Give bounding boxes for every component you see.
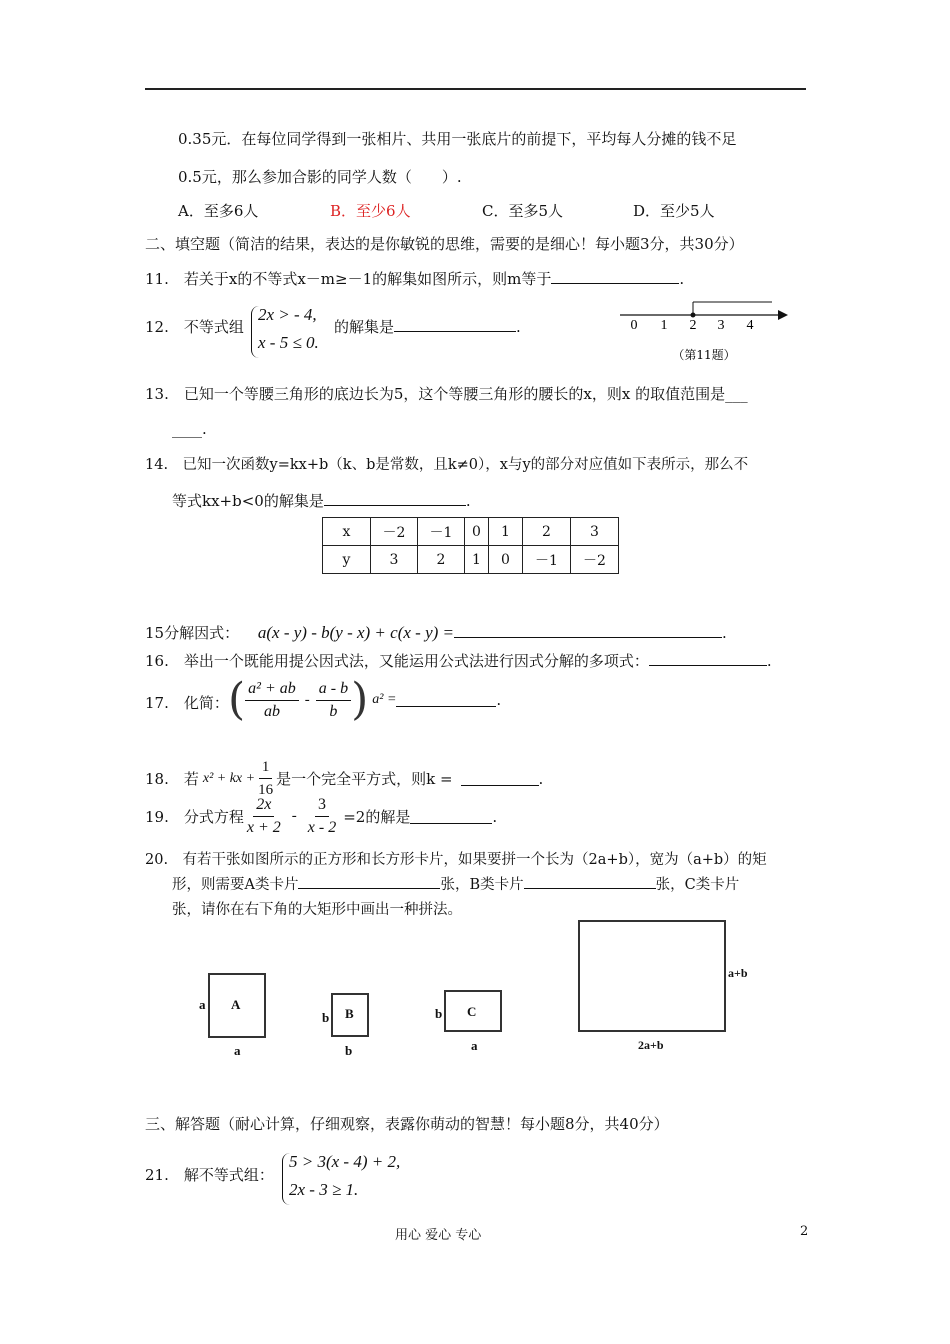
q18 — [145, 758, 543, 799]
minus-sign: - — [304, 691, 310, 708]
q18-expression: x² + kx + — [202, 770, 256, 786]
footer-motto: 用心 爱心 专心 — [395, 1228, 482, 1243]
q12-prefix: 12. 不等式组 — [145, 318, 244, 336]
card-b-label: B — [345, 1006, 354, 1021]
q14-line1: 14. 已知一次函数y=kx+b（k、b是常数，且k≠0），x与y的部分对应值如下表所示，那么不 — [145, 457, 749, 473]
q15-expression: a(x - y) - b(y - x) + c(x - y) = — [257, 623, 454, 642]
q17-fraction-2: $\frac{a - b}{b}$ — [316, 680, 351, 721]
table-cell: －2 — [371, 518, 418, 546]
q11 — [145, 268, 684, 289]
q16 — [145, 650, 772, 671]
q18-mid: 是一个完全平方式，则k = — [276, 770, 453, 788]
table-cell: 3 — [371, 546, 418, 574]
q17-tail: a² = — [372, 692, 397, 707]
q20-blank-b[interactable] — [524, 875, 656, 889]
q18-end: . — [538, 769, 544, 788]
q12-tail — [334, 316, 521, 337]
q17-end: . — [496, 691, 502, 709]
q14-text: 等式kx+b<0的解集是 — [172, 492, 324, 510]
q19-blank[interactable] — [410, 810, 492, 824]
q12-end: . — [516, 318, 521, 336]
q16-end: . — [766, 652, 772, 670]
q10-line1: 0.35元．在每位同学得到一张相片、共用一张底片的前提下，平均每人分摊的钱不足 — [178, 130, 737, 148]
q16-text: 16. 举出一个既能用提公因式法，又能运用公式法进行因式分解的多项式： — [145, 652, 649, 670]
q14-value-table — [322, 517, 619, 574]
q15-blank[interactable] — [454, 624, 722, 638]
card-c-label: C — [467, 1004, 477, 1019]
q11-blank[interactable] — [551, 270, 679, 284]
table-cell: －1 — [418, 518, 465, 546]
q20-text-b: 张，B类卡片 — [440, 877, 524, 893]
card-c-bottom: a — [471, 1038, 478, 1053]
q10-option-d: D．至少5人 — [633, 202, 715, 220]
q15-prefix: 15分解因式： — [145, 624, 240, 642]
section2-heading: 二、填空题（简洁的结果，表达的是你敏锐的思维，需要的是细心！每小题3分，共30分） — [145, 235, 744, 253]
tick-4: 4 — [746, 318, 754, 333]
table-cell: －2 — [571, 546, 619, 574]
q12-suffix: 的解集是 — [334, 318, 395, 336]
tick-0: 0 — [630, 318, 638, 333]
q19-mid: =2的解是 — [343, 808, 411, 826]
q19-end: . — [492, 807, 498, 826]
card-a-bottom: a — [234, 1043, 241, 1058]
table-row-x — [323, 518, 619, 546]
big-rectangle[interactable] — [578, 920, 726, 1032]
q15 — [145, 622, 727, 643]
q21-eq1: 5 > 3(x - 4) + 2, — [289, 1152, 401, 1171]
big-rectangle-bottom: 2a+b — [638, 1038, 664, 1052]
q13-line2: ____. — [172, 420, 207, 438]
q17-prefix: 17. 化简： — [145, 694, 229, 712]
table-cell: 0 — [489, 546, 523, 574]
q12-blank[interactable] — [394, 318, 516, 332]
table-cell: 1 — [465, 546, 489, 574]
table-header-x: x — [323, 518, 371, 546]
q21-prefix: 21. 解不等式组： — [145, 1166, 274, 1184]
q20-text-c: 张，C类卡片 — [655, 877, 740, 893]
solution-endpoint — [691, 313, 696, 318]
q10-option-c: C．至多5人 — [482, 202, 564, 220]
q14-line2 — [172, 490, 471, 511]
q20-blank-a[interactable] — [298, 875, 440, 889]
q12-eq1: 2x > - 4, — [258, 305, 317, 324]
right-paren: ) — [351, 674, 369, 725]
q20-line1: 20. 有若干张如图所示的正方形和长方形卡片，如果要拼一个长为（2a+b），宽为（a+b）的矩 — [145, 852, 767, 868]
q11-text: 11. 若关于x的不等式x－m≥－1的解集如图所示，则m等于 — [145, 270, 552, 288]
q10-line2: 0.5元，那么参加合影的同学人数（ ）. — [178, 168, 462, 186]
q17-expression — [228, 674, 502, 725]
table-cell: －1 — [523, 546, 571, 574]
table-cell: 3 — [571, 518, 619, 546]
q18-prefix: 18. 若 — [145, 770, 199, 788]
q18-fraction: $\frac{1}{16}$ — [258, 759, 274, 798]
table-cell: 2 — [523, 518, 571, 546]
number-line-figure — [612, 295, 797, 365]
table-cell: 1 — [489, 518, 523, 546]
table-header-y: y — [323, 546, 371, 574]
table-cell: 0 — [465, 518, 489, 546]
left-paren: ( — [228, 674, 246, 725]
card-a-side: a — [199, 997, 206, 1012]
q17-fraction-1: $\frac{\text{a² + ab}}{ab}$ — [245, 680, 299, 721]
q20-line2 — [172, 873, 739, 894]
tick-3: 3 — [717, 318, 725, 333]
q14-blank[interactable] — [324, 492, 466, 506]
tick-2: 2 — [689, 318, 697, 333]
q19-fraction-2: $\frac{3}{x - 2}$ — [307, 796, 337, 836]
card-a-label: A — [231, 997, 241, 1012]
card-b-bottom: b — [345, 1043, 353, 1058]
q15-end: . — [722, 624, 727, 642]
q14-end: . — [465, 492, 471, 510]
minus-sign: - — [291, 808, 297, 824]
table-cell: 2 — [418, 546, 465, 574]
q12-eq2: x - 5 ≤ 0. — [258, 333, 319, 352]
card-b-side: b — [322, 1010, 330, 1025]
q13-line1: 13. 已知一个等腰三角形的底边长为5，这个等腰三角形的腰长的x，则x 的取值范围是___ — [145, 385, 748, 403]
q17-blank[interactable] — [396, 693, 496, 707]
q20-line3: 张，请你在右下角的大矩形中画出一种拼法。 — [172, 902, 462, 918]
q11-end: . — [679, 270, 685, 288]
q16-blank[interactable] — [649, 652, 767, 666]
q10-option-a: A．至多6人 — [178, 202, 259, 220]
q19-fraction-1: $\frac{2x}{x + 2}$ — [246, 796, 281, 836]
big-rectangle-side: a+b — [728, 966, 748, 980]
q10-option-b: B．至少6人 — [330, 202, 411, 220]
header-rule — [145, 88, 806, 90]
number-line-arrow — [778, 310, 788, 320]
q18-blank[interactable] — [461, 772, 539, 786]
table-row-y — [323, 546, 619, 574]
tick-1: 1 — [660, 318, 668, 333]
figure-11-caption: （第11题） — [672, 348, 736, 362]
card-c-side: b — [435, 1006, 443, 1021]
q19-prefix: 19. 分式方程 — [145, 808, 244, 826]
q21-eq2: 2x - 3 ≥ 1. — [289, 1180, 359, 1199]
section3-heading: 三、解答题（耐心计算，仔细观察，表露你萌动的智慧！每小题8分，共40分） — [145, 1115, 669, 1133]
page-number: 2 — [800, 1224, 809, 1239]
q20-text-a: 形，则需要A类卡片 — [172, 877, 299, 893]
q19 — [145, 796, 497, 837]
